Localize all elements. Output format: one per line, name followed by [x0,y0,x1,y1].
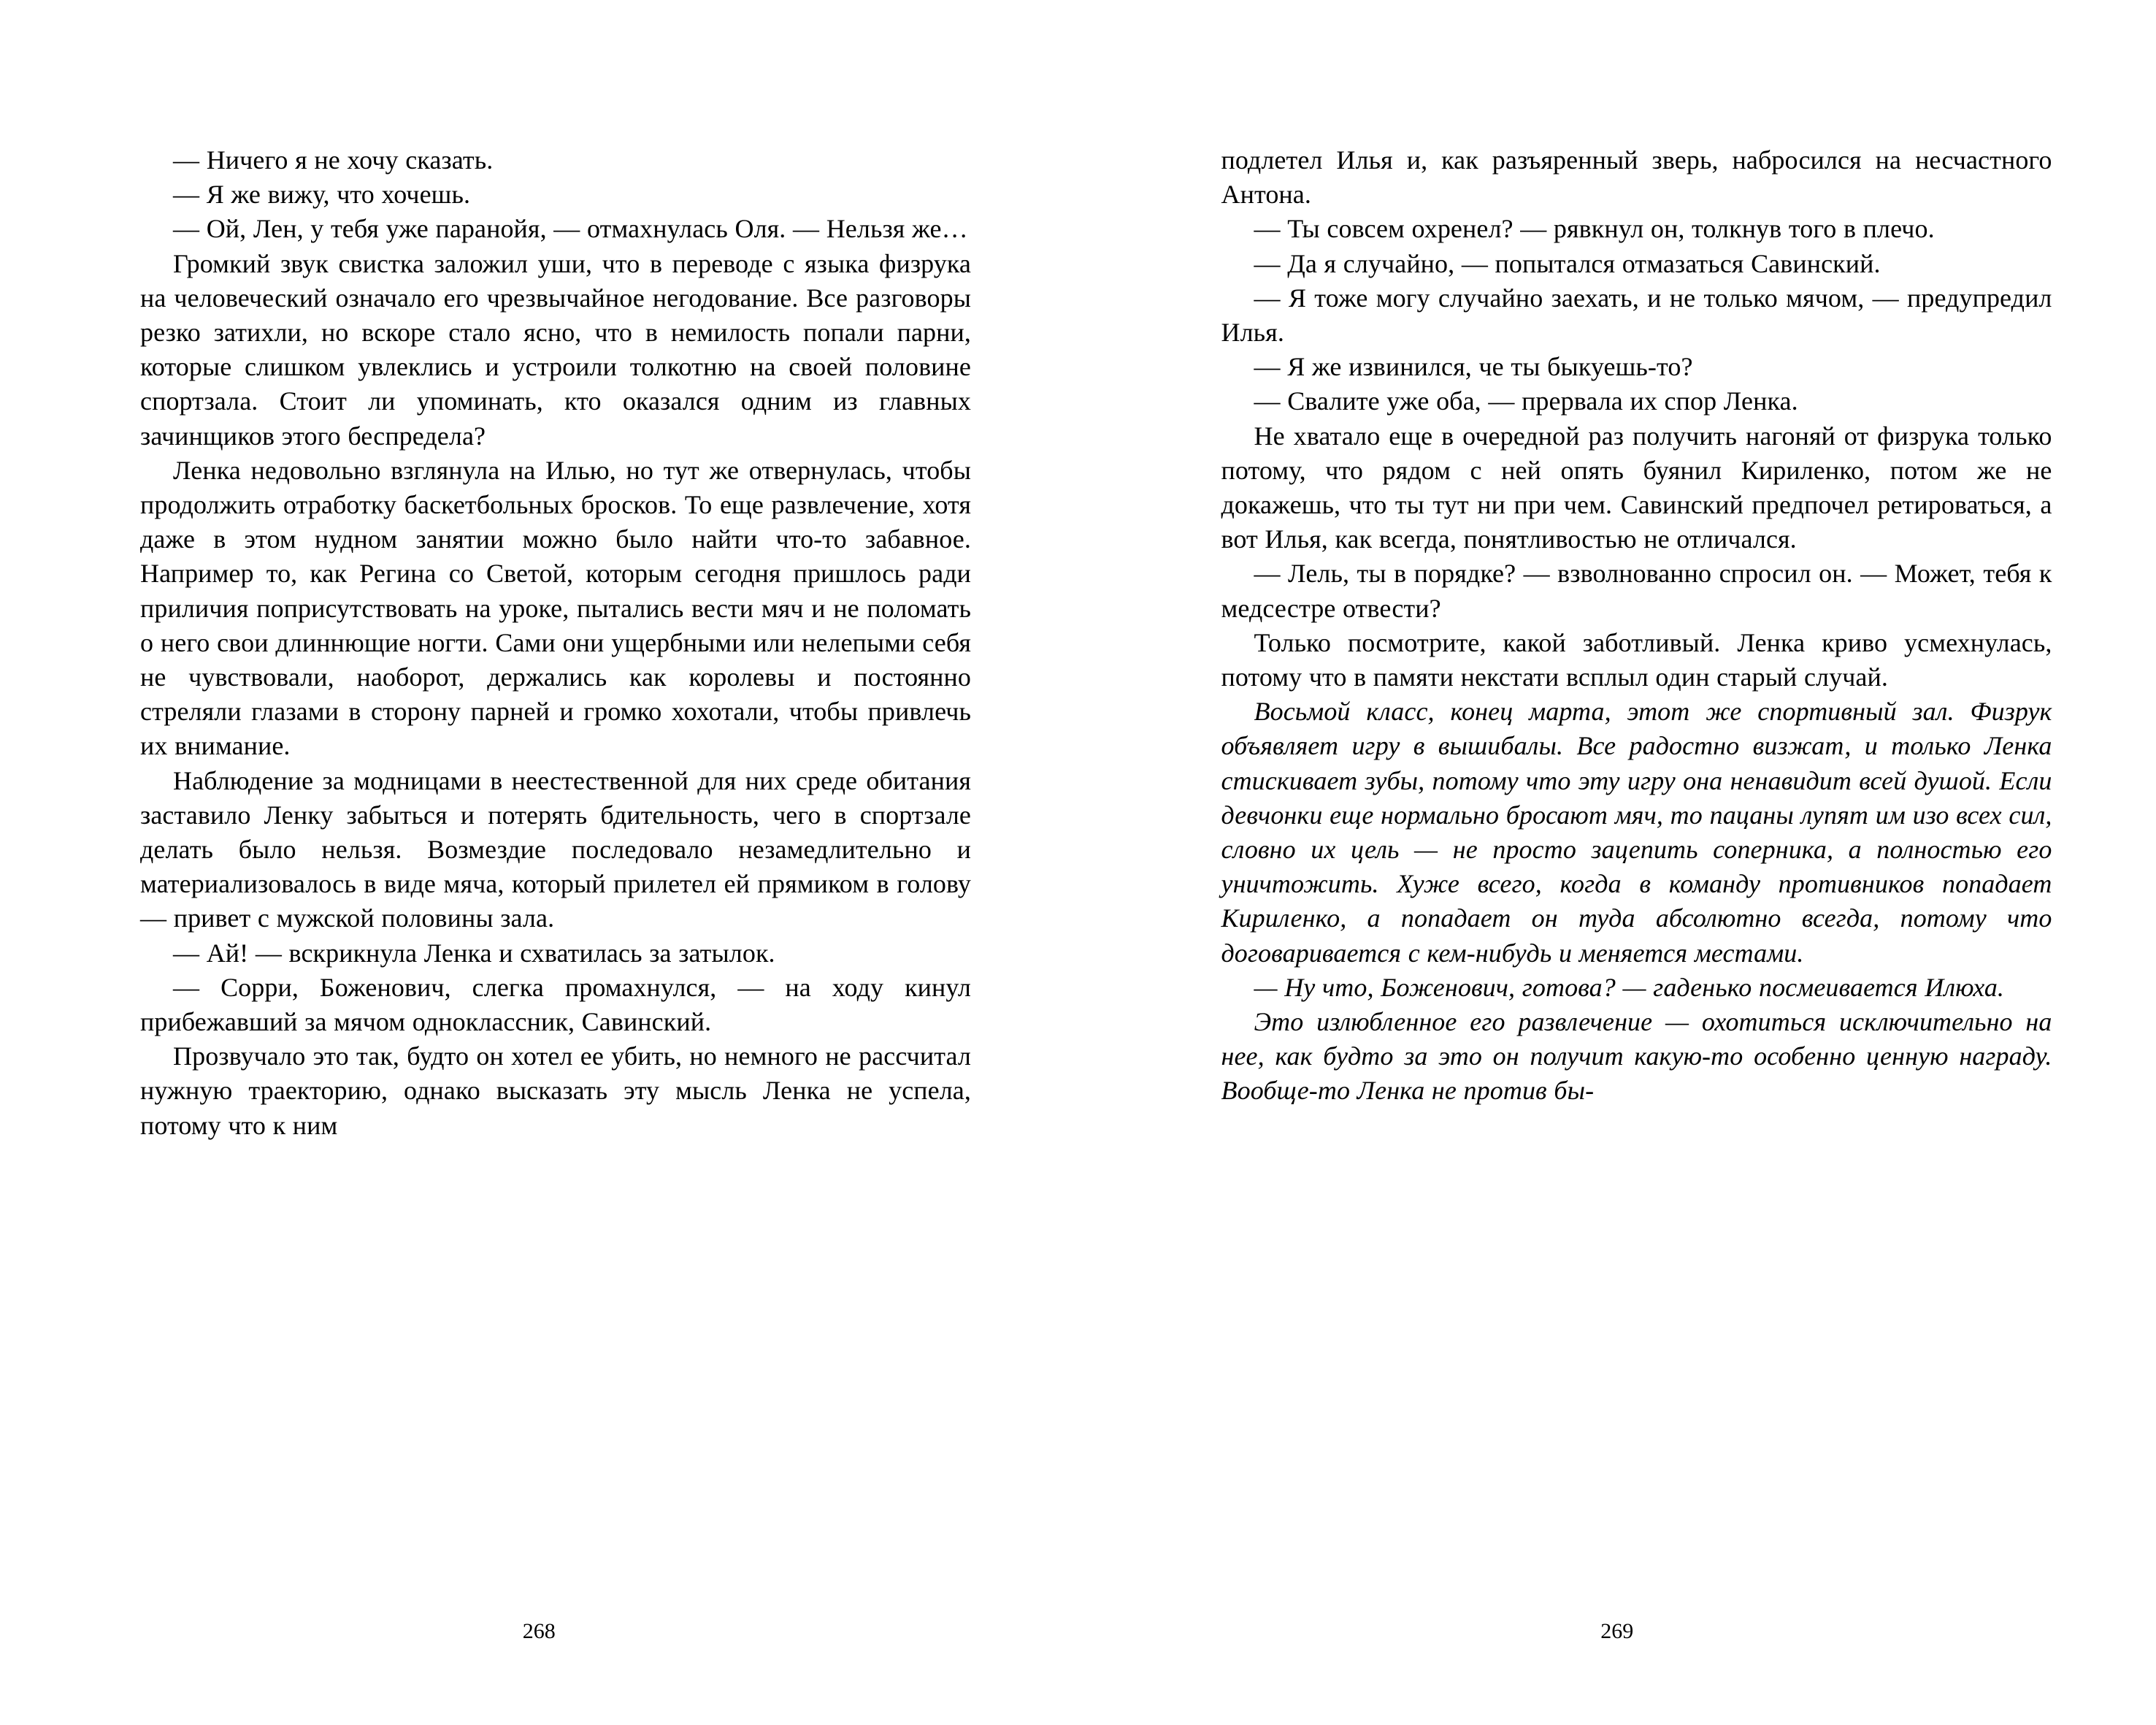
dialogue-line: — Сорри, Боженович, слегка промахнулся, — на ходу кинул прибежавший за мячом одноклассник, Савинский. [140,972,971,1037]
dialogue-line: — Ничего я не хочу сказать. [173,145,494,175]
right-page-text-block [1221,143,2052,1109]
dialogue-line: — Ой, Лен, у тебя уже паранойя, — отмахнулась Оля. — Нельзя же… [173,214,968,244]
dialogue-line: — Я же вижу, что хочешь. [173,180,471,210]
dialogue-line: — Я тоже могу случайно заехать, и не только мячом, — предупредил Илья. [1221,283,2052,348]
dialogue-line: — Свалите уже оба, — прервала их спор Ленка. [1254,386,1798,416]
body-paragraph: Громкий звук свистка заложил уши, что в переводе с языка физрука на человеческий означало его чрезвычайное негодование. Все разговоры резко затихли, но вскоре стало ясно, что в немилость попали парни, которые слишком увлеклись и устроили толкотню на своей половине спортзала. Стоит ли упоминать, кто оказался одним из главных зачинщиков этого беспредела? [140,248,971,451]
flashback-dialogue-line: — Ну что, Боженович, готова? — гаденько посмеивается Илюха. [1254,972,2005,1002]
flashback-paragraph: Восьмой класс, конец марта, этот же спортивный зал. Физрук объявляет игру в вышибалы. Все радостно визжат, и только Ленка стискивает зубы, потому что эту игру она ненавидит всей душой. Если девчонки еще нормально бросают мяч, то пацаны лупят им изо всех сил, словно их цель — не просто зацепить соперника, а полностью его уничтожить. Хуже всего, когда в команду противников попадает Кириленко, а попадает он туда абсолютно всегда, потому что договаривается с кем-нибудь и меняется местами. [1221,697,2052,968]
body-paragraph: Не хватало еще в очередной раз получить нагоняй от физрука только потому, что рядом с ней опять буянил Кириленко, потом же не докажешь, что ты тут ни при чем. Савинский предпочел ретироваться, а вот Илья, как всегда, понятливостью не отличался. [1221,421,2052,554]
body-paragraph-continued: подлетел Илья и, как разъяренный зверь, набросился на несчастного Антона. [1221,145,2052,210]
flashback-paragraph: Это излюбленное его развлечение — охотиться исключительно на нее, как будто за это он получит какую-то особенно ценную награду. Вообще-то Ленка не против бы- [1221,1007,2052,1106]
dialogue-line: — Я же извинился, че ты быкуешь-то? [1254,352,1693,382]
body-paragraph: Прозвучало это так, будто он хотел ее убить, но немного не рассчитал нужную траекторию, однако высказать эту мысль Ленка не успела, потому что к ним [140,1041,971,1140]
body-paragraph: Только посмотрите, какой заботливый. Ленка криво усмехнулась, потому что в памяти некстати всплыл один старый случай. [1221,627,2052,692]
page-number-left: 268 [522,1619,556,1643]
dialogue-line: — Ты совсем охренел? — рявкнул он, толкнув того в плечо. [1254,214,1935,244]
body-paragraph: Ленка недовольно взглянула на Илью, но тут же отвернулась, чтобы продолжить отработку баскетбольных бросков. То еще развлечение, хотя даже в этом нудном занятии можно было найти что-то забавное. Например то, как Регина со Светой, которым сегодня пришлось ради приличия поприсутствовать на уроке, пытались вести мяч и не поломать о него свои длиннющие ногти. Сами они ущербными или нелепыми себя не чувствовали, наоборот, держались как королевы и постоянно стреляли глазами в сторону парней и громко хохотали, чтобы привлечь их внимание. [140,455,971,761]
dialogue-line: — Лель, ты в порядке? — взволнованно спросил он. — Может, тебя к медсестре отвести? [1221,559,2052,623]
body-paragraph: Наблюдение за модницами в неестественной для них среде обитания заставило Ленку забыться и потерять бдительность, чего в спортзале делать было нельзя. Возмездие последовало незамедлительно и материализовалось в виде мяча, который прилетел ей прямиком в голову — привет с мужской половины зала. [140,765,971,933]
left-page-text-block [140,143,971,1143]
dialogue-line: — Да я случайно, — попытался отмазаться Савинский. [1254,248,1881,278]
page-right [1078,0,2156,1725]
page-number-right: 269 [1600,1619,1634,1643]
dialogue-line: — Ай! — вскрикнула Ленка и схватилась за затылок. [173,938,775,968]
